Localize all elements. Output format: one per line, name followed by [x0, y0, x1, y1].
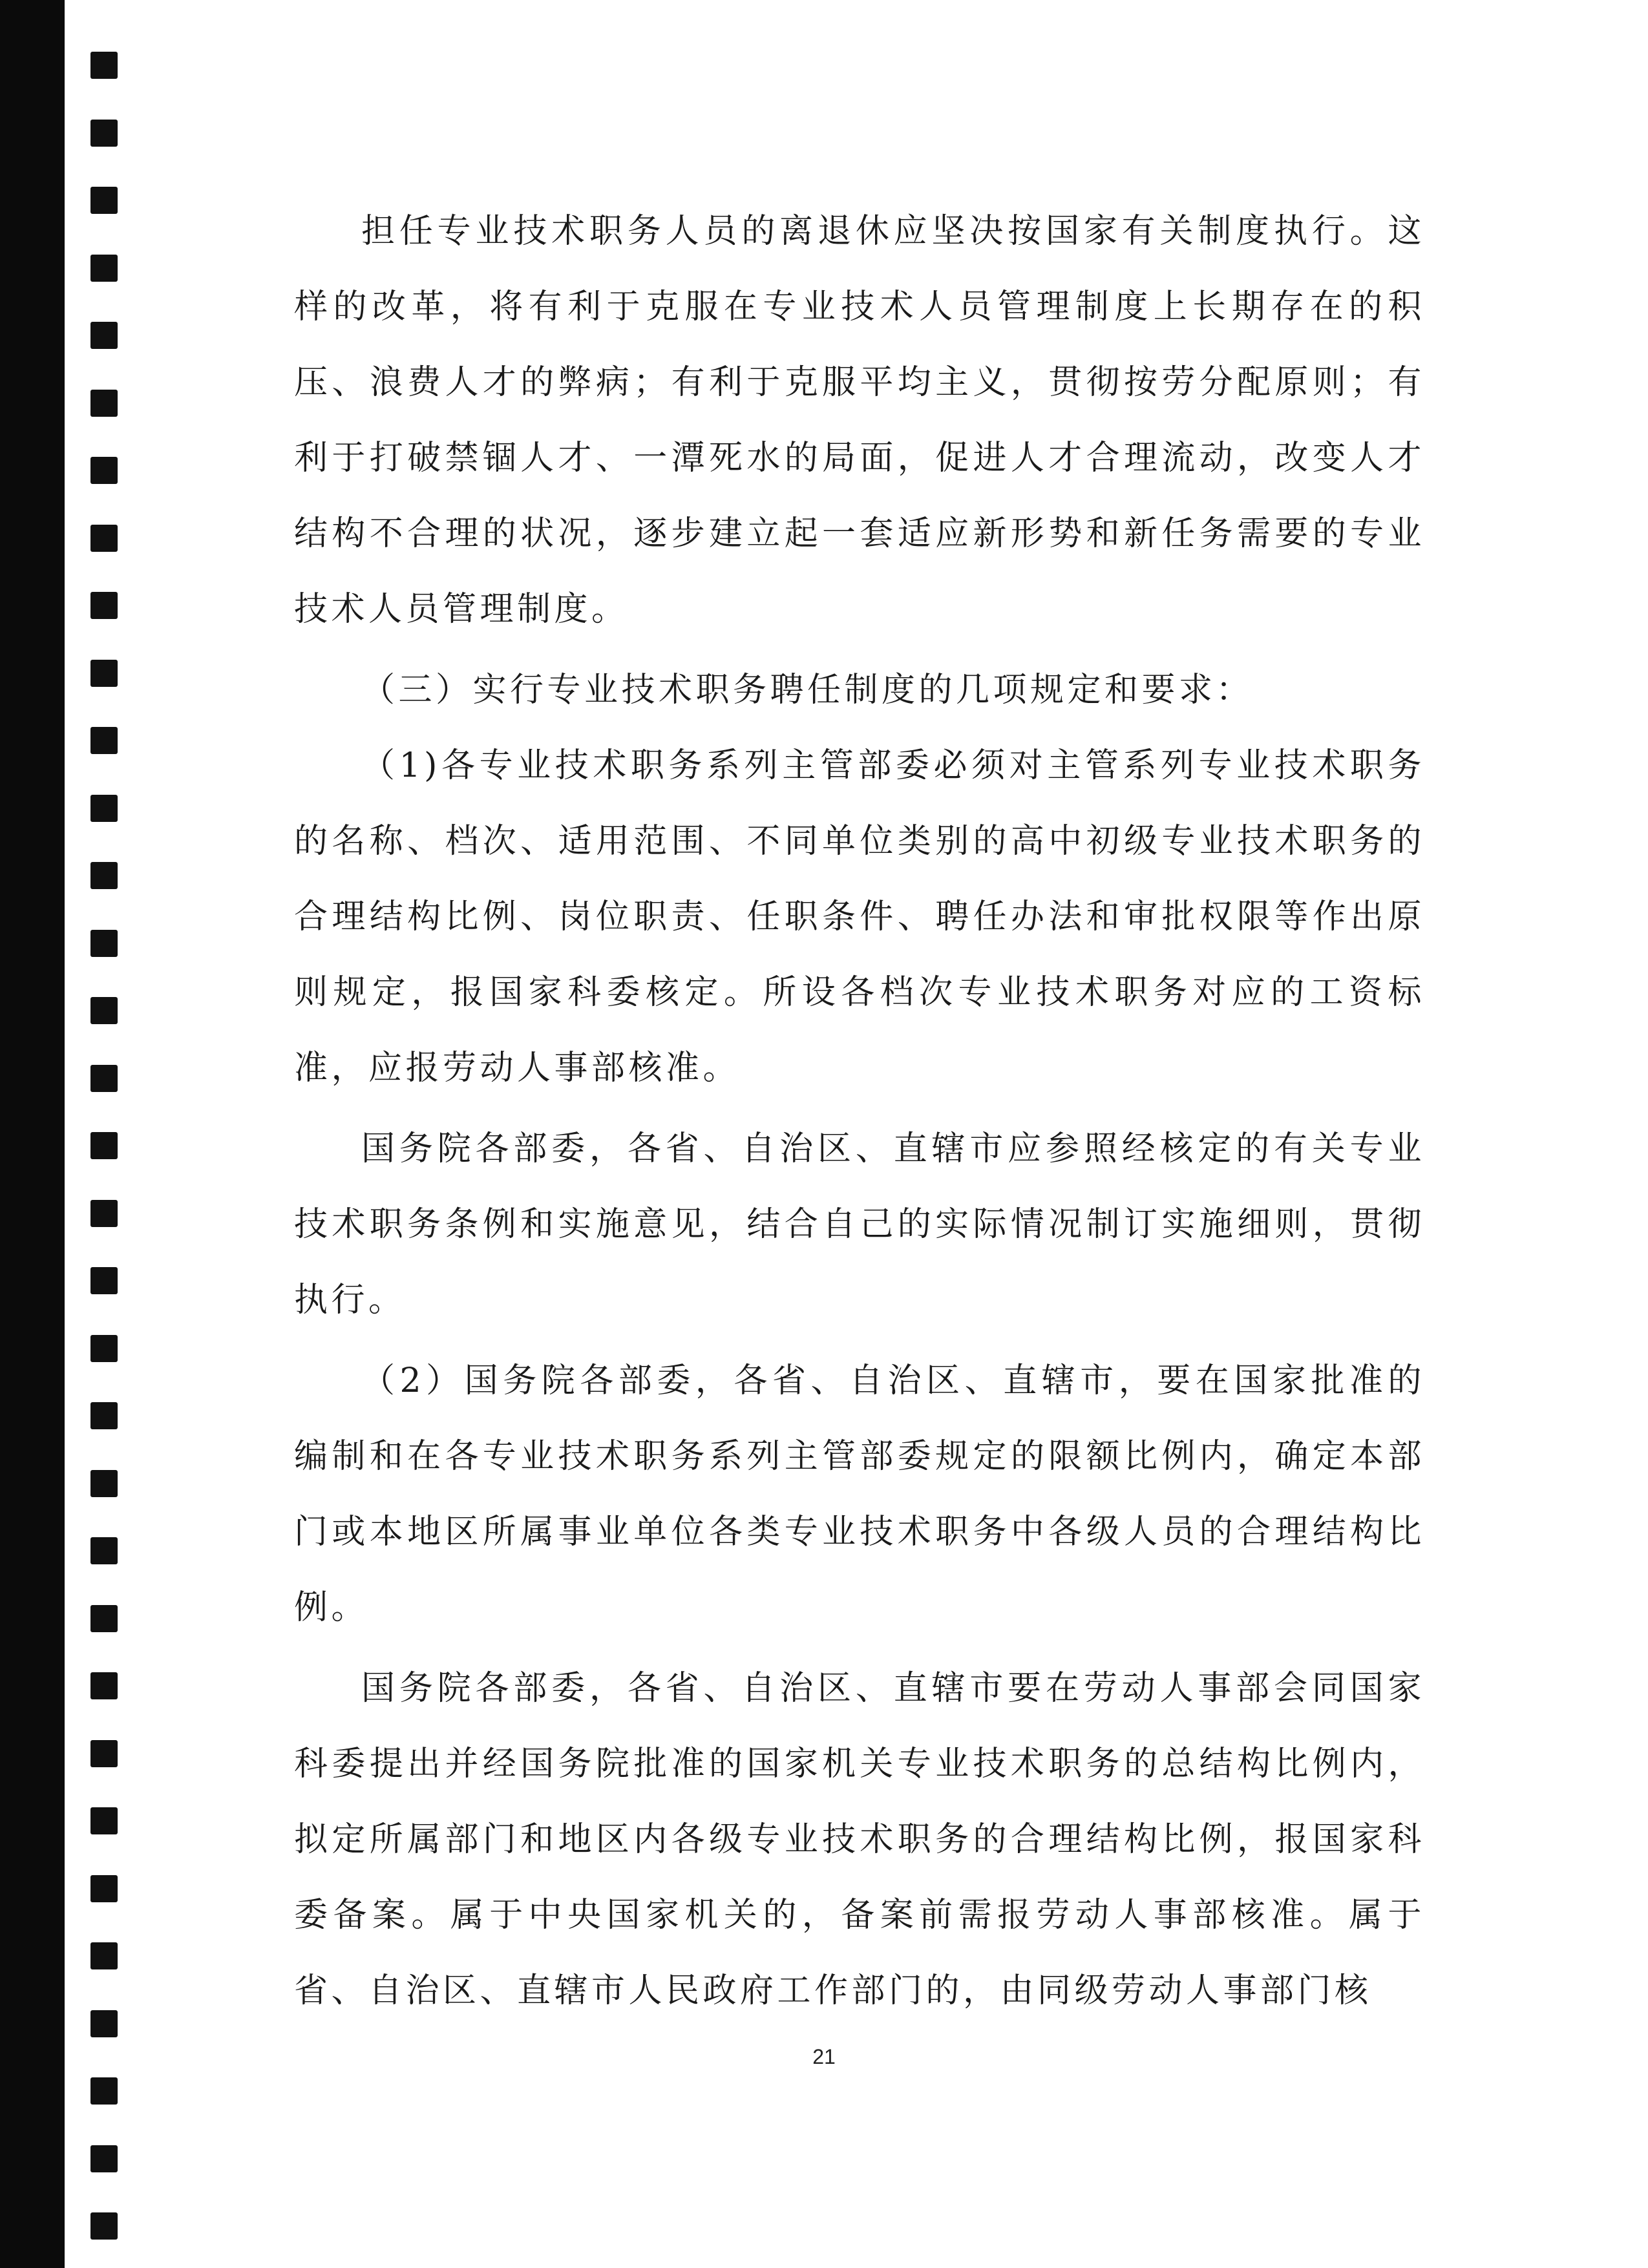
binding-hole [90, 660, 118, 687]
binding-hole [90, 52, 118, 79]
binding-hole [90, 1537, 118, 1564]
binding-hole [90, 457, 118, 484]
paragraph-5: （2）国务院各部委，各省、自治区、直辖市，要在国家批准的编制和在各专业技术职务系列主管部委规定的限额比例内，确定本部门或本地区所属事业单位各类专业技术职务中各级人员的合理结构比例。 [294, 1361, 1425, 1627]
paragraph-6: 国务院各部委，各省、自治区、直辖市要在劳动人事部会同国家科委提出并经国务院批准的国家机关专业技术职务的总结构比例内，拟定所属部门和地区内各级专业技术职务的合理结构比例，报国家科委备案。属于中央国家机关的，备案前需报劳动人事部核准。属于省、自治区、直辖市人民政府工作部门的，由同级劳动人事部门核 [294, 1669, 1425, 2010]
binding-hole [90, 1672, 118, 1699]
binding-hole [90, 1470, 118, 1497]
binding-hole [90, 1740, 118, 1767]
binding-hole [90, 727, 118, 754]
binding-hole [90, 1335, 118, 1362]
document-body [294, 194, 1425, 2029]
paragraph-1: 担任专业技术职务人员的离退休应坚决按国家有关制度执行。这样的改革，将有利于克服在专业技术人员管理制度上长期存在的积压、浪费人才的弊病；有利于克服平均主义，贯彻按劳分配原则；有利于打破禁锢人才、一潭死水的局面，促进人才合理流动，改变人才结构不合理的状况，逐步建立起一套适应新形势和新任务需要的专业技术人员管理制度。 [294, 212, 1425, 629]
binding-hole [90, 997, 118, 1024]
binding-hole [90, 2145, 118, 2172]
binding-hole [90, 592, 118, 619]
paragraph-4: 国务院各部委，各省、自治区、直辖市应参照经核定的有关专业技术职务条例和实施意见，结合自己的实际情况制订实施细则，贯彻执行。 [294, 1129, 1425, 1319]
binding-hole [90, 1942, 118, 1969]
binding-hole [90, 862, 118, 889]
binding-hole [90, 120, 118, 147]
binding-hole [90, 1875, 118, 1902]
binding-hole [90, 1200, 118, 1227]
scan-dark-edge [0, 0, 65, 2268]
binding-hole [90, 390, 118, 417]
binding-hole [90, 1402, 118, 1429]
binding-hole [90, 322, 118, 349]
binding-hole [90, 187, 118, 214]
binding-hole [90, 2077, 118, 2105]
paragraph-2: （三）实行专业技术职务聘任制度的几项规定和要求： [361, 671, 1254, 709]
page-number: 21 [812, 2045, 836, 2068]
binding-hole [90, 2010, 118, 2037]
binding-hole [90, 2212, 118, 2240]
binding-hole [90, 795, 118, 822]
binding-hole [90, 1065, 118, 1092]
binding-hole [90, 255, 118, 282]
binding-hole [90, 1605, 118, 1632]
paragraph-3: （1)各专业技术职务系列主管部委必须对主管系列专业技术职务的名称、档次、适用范围、不同单位类别的高中初级专业技术职务的合理结构比例、岗位职责、任职条件、聘任办法和审批权限等作出原则规定，报国家科委核定。所设各档次专业技术职务对应的工资标准，应报劳动人事部核准。 [294, 746, 1425, 1087]
binding-hole [90, 930, 118, 957]
binding-hole [90, 1132, 118, 1159]
binding-hole [90, 1267, 118, 1294]
binding-hole [90, 525, 118, 552]
binding-hole [90, 1807, 118, 1834]
